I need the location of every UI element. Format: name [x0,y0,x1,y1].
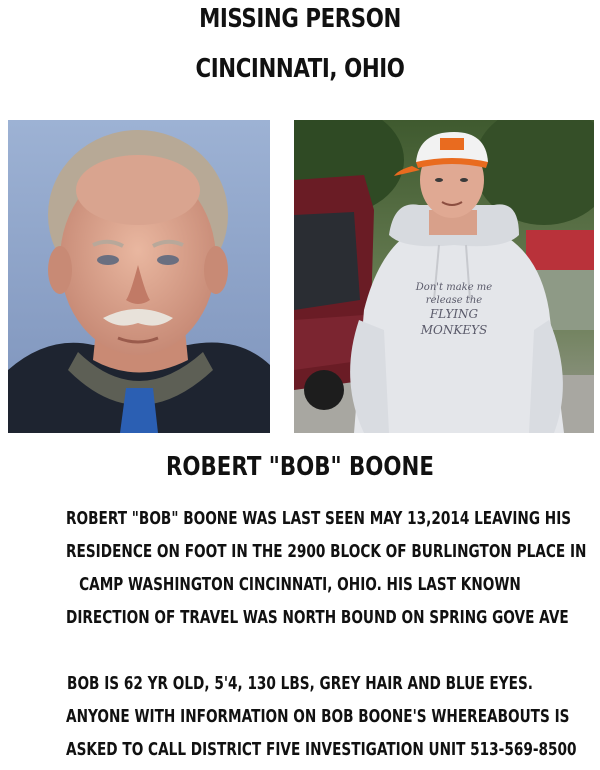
description-line: RESIDENCE ON FOOT IN THE 2900 BLOCK OF BURLINGTON PLACE IN [66,542,587,562]
description-line: ROBERT "BOB" BOONE WAS LAST SEEN MAY 13,2014 LEAVING HIS [66,509,572,529]
contact-line: ASKED TO CALL DISTRICT FIVE INVESTIGATION UNIT 513-569-8500 [66,740,577,760]
hoodie-photo-icon [294,120,594,433]
flyer-title: MISSING PERSON [199,4,401,34]
description-line: DIRECTION OF TRAVEL WAS NORTH BOUND ON SPRING GOVE AVE [66,608,569,628]
shirt-text-line: FLYING [429,307,479,321]
shirt-text-line: Don't make me [415,282,493,293]
portrait-photo-icon [8,120,270,433]
shirt-text-line: release the [425,295,483,306]
person-name-heading: ROBERT "BOB" BOONE [166,452,434,482]
description-line: CAMP WASHINGTON CINCINNATI, OHIO. HIS LAST KNOWN [79,575,521,595]
hoodie-photo-graphic [294,120,594,433]
details-line: BOB IS 62 YR OLD, 5'4, 130 LBS, GREY HAIR AND BLUE EYES. [67,674,533,694]
details-line: ANYONE WITH INFORMATION ON BOB BOONE'S WHEREABOUTS IS [66,707,570,727]
portrait-photo-graphic [8,120,270,433]
shirt-text-line: MONKEYS [420,323,488,337]
flyer-location: CINCINNATI, OHIO [195,54,405,84]
